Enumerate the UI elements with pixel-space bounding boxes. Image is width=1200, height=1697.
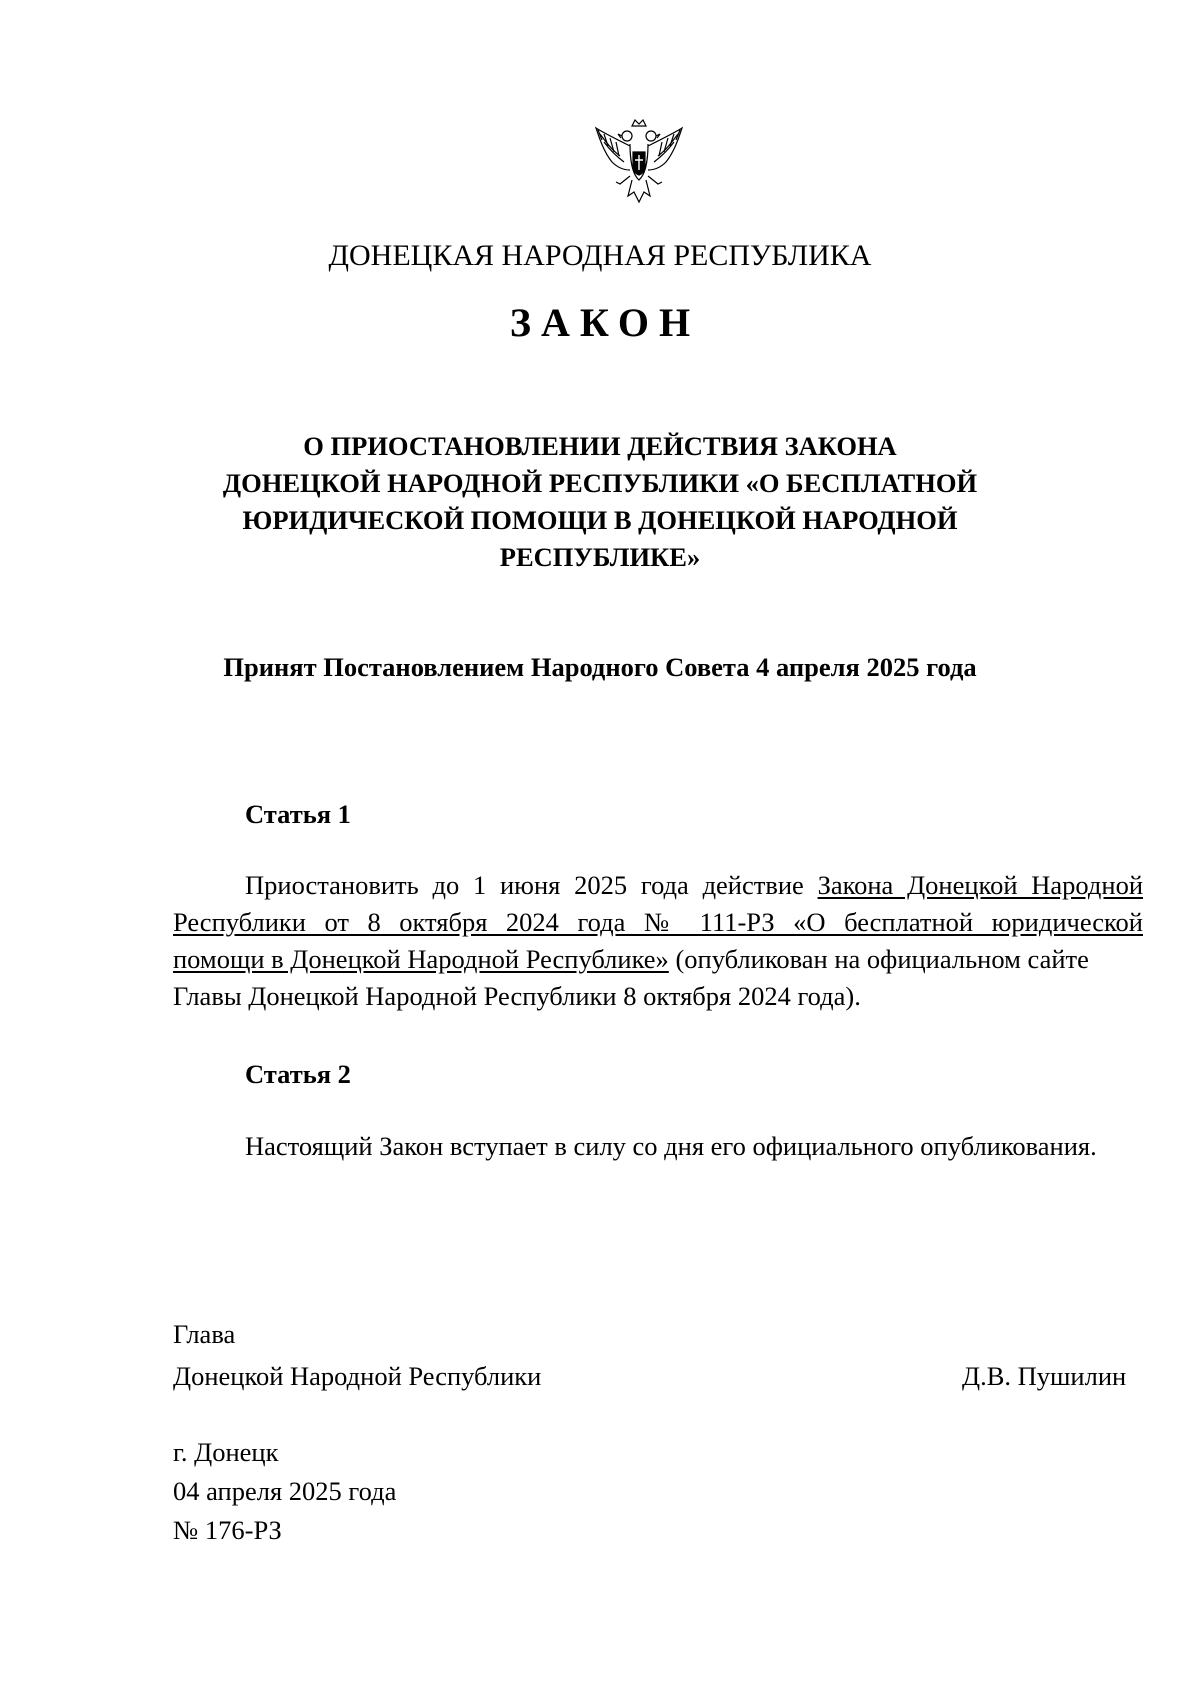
article-1-text-segment: (опубликован на официальном сайте <box>668 944 1089 974</box>
article-1-heading: Статья 1 <box>245 799 351 829</box>
article-1-text <box>173 867 1143 1015</box>
republic-name: ДОНЕЦКАЯ НАРОДНАЯ РЕСПУБЛИКА <box>328 239 872 272</box>
signatory-position-republic: Донецкой Народной Республики <box>173 1361 542 1391</box>
double-headed-eagle-icon <box>594 118 684 218</box>
law-reference-link[interactable]: Закона Донецкой Народной <box>817 870 1143 900</box>
adoption-note: Принят Постановлением Народного Совета 4 апреля 2025 года <box>223 652 977 682</box>
place-of-signing: г. Донецк <box>173 1437 279 1467</box>
article-2-text: Настоящий Закон вступает в силу со дня его официального опубликования. <box>245 1131 1097 1161</box>
article-1-line <box>173 904 1143 941</box>
signatory-name: Д.В. Пушилин <box>962 1361 1127 1391</box>
law-title-line: ДОНЕЦКОЙ НАРОДНОЙ РЕСПУБЛИКИ «О БЕСПЛАТНОЙ <box>222 468 978 498</box>
law-number: № 176-РЗ <box>173 1515 282 1545</box>
law-reference-link[interactable]: Республики от 8 октября 2024 года № 111-РЗ «О бесплатной юридической <box>173 907 1143 937</box>
article-1-line <box>173 867 1143 904</box>
article-2-heading: Статья 2 <box>245 1059 351 1089</box>
signatory-position: Глава <box>173 1319 236 1349</box>
law-title-line: РЕСПУБЛИКЕ» <box>499 542 701 572</box>
article-1-line: Главы Донецкой Народной Республики 8 октября 2024 года). <box>173 981 861 1011</box>
signing-date: 04 апреля 2025 года <box>173 1476 397 1506</box>
article-1-text-segment: Приостановить до 1 июня 2025 года действие <box>245 870 818 900</box>
article-1-line <box>173 941 1143 978</box>
law-reference-link[interactable]: помощи в Донецкой Народной Республике» <box>173 944 669 974</box>
law-title <box>150 428 1050 576</box>
law-title-line: ЮРИДИЧЕСКОЙ ПОМОЩИ В ДОНЕЦКОЙ НАРОДНОЙ <box>242 505 958 535</box>
law-title-line: О ПРИОСТАНОВЛЕНИИ ДЕЙСТВИЯ ЗАКОНА <box>303 431 897 461</box>
document-type: ЗАКОН <box>509 300 701 345</box>
coat-of-arms-emblem <box>594 118 684 218</box>
